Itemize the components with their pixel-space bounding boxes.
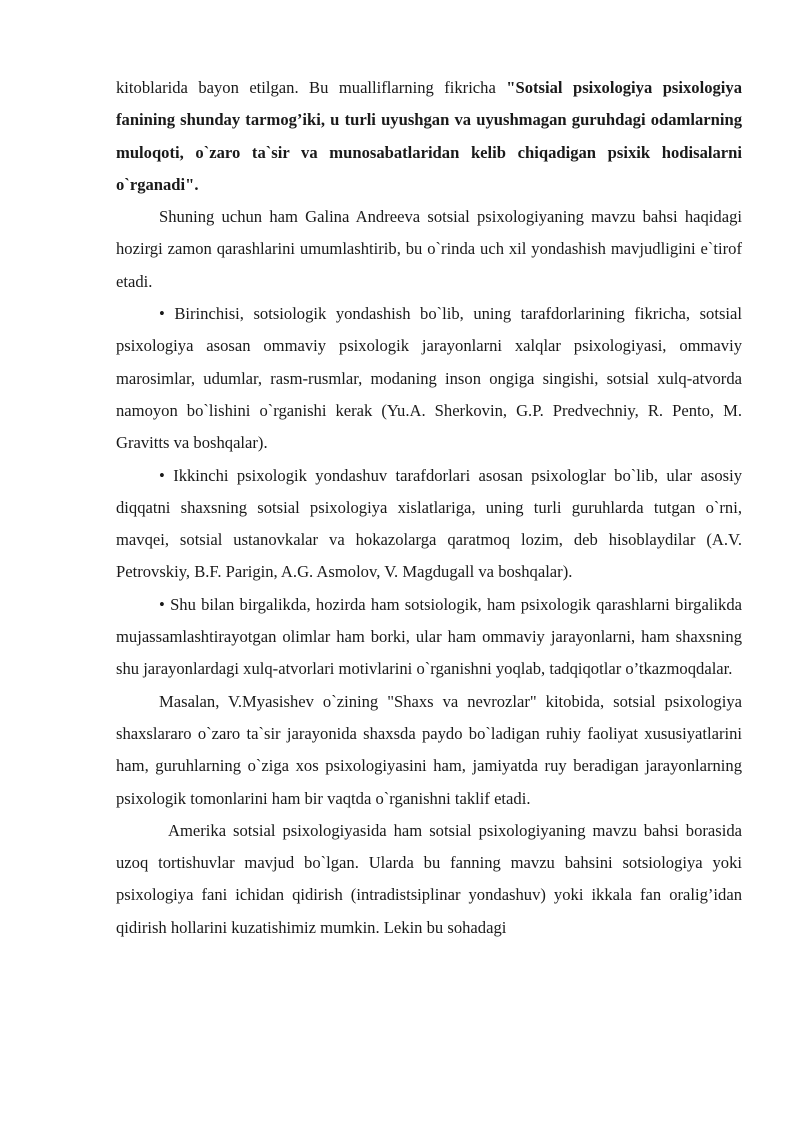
paragraph-andreeva: Shuning uchun ham Galina Andreeva sotsial psixologiyaning mavzu bahsi haqidagi hozirgi zamon qarashlarini umumlashtirib, bu o`rinda uch xil yondashish mavjudligini e`tirof etadi. (116, 207, 742, 291)
paragraph-myasishev: Masalan, V.Myasishev o`zining "Shaxs va nevrozlar" kitobida, sotsial psixologiya shaxslararo o`zaro ta`sir jarayonida shaxsda paydo bo`ladigan ruhiy faoliyat xususiyatlarini ham, guruhlarning o`ziga xos psixologiyasini ham, jamiyatda ruy beradigan jarayonlarning psixologik tomonlarini ham bir vaqtda o`rganishni taklif etadi. (116, 691, 742, 808)
bullet-text: Shu bilan birgalikda, hozirda ham sotsiologik, ham psixologik qarashlarni birgalikda mujassamlashtirayotgan olimlar ham borki, ular ham ommaviy jarayonlarni, ham shaxsning shu jarayonlardagi xulq-atvorlari motivlarini o`rganishni yoqlab, tadqiqotlar o’tkazmoqdalar. (116, 594, 742, 679)
paragraph-intro (116, 72, 742, 201)
bullet-text: Birinchisi, sotsiologik yondashish bo`lib, uning tarafdorlarining fikricha, sotsial psixologiya asosan ommaviy psixologik jarayonlarni xalqlar psixologiyasi, ommaviy marosimlar, udumlar, rasm-rusmlar, modaning inson ongiga singishi, sotsial xulq-atvorda namoyon bo`lishini o`rganishi kerak (Yu.A. Sherkovin, G.P. Predvechniy, R. Pento, M. Gravitts va boshqalar). (116, 304, 742, 453)
bullet-item-sociological (116, 298, 742, 459)
document-page (116, 72, 742, 944)
bullet-icon: • (159, 304, 165, 324)
paragraph-american: Amerika sotsial psixologiyasida ham sotsial psixologiyaning mavzu bahsi borasida uzoq tortishuvlar mavjud bo`lgan. Ularda bu fanning mavzu bahsini sotsiologiya yoki psixologiya fani ichidan qidirish (intradistsiplinar yondashuv) yoki ikkala fan oralig’idan qidirish hollarini kuzatishimiz mumkin. Lekin bu sohadagi (116, 820, 742, 937)
bullet-icon: • (159, 594, 165, 614)
bullet-item-combined (116, 589, 742, 686)
bullet-text: Ikkinchi psixologik yondashuv tarafdorlari asosan psixologlar bo`lib, ular asosiy diqqatni shaxsning sotsial psixologiya xislatlariga, uning turli guruhlarda tutgan o`rni, mavqei, sotsial ustanovkalar va hokazolarga qaratmoq lozim, deb hisoblaydilar (A.V. Petrovskiy, B.F. Parigin, A.G. Asmolov, V. Magdugall va boshqalar). (116, 465, 742, 582)
bullet-item-psychological (116, 460, 742, 589)
intro-definition-bold: "Sotsial psixologiya psixologiya fanining shunday tarmog’iki, u turli uyushgan va uyushmagan guruhdagi odamlarning muloqoti, o`zaro ta`sir va munosabatlaridan kelib chiqadigan psixik hodisalarni o`rganadi". (116, 78, 742, 194)
bullet-icon: • (159, 465, 165, 485)
intro-text: kitoblarida bayon etilgan. Bu mualliflarning fikricha (116, 78, 507, 97)
